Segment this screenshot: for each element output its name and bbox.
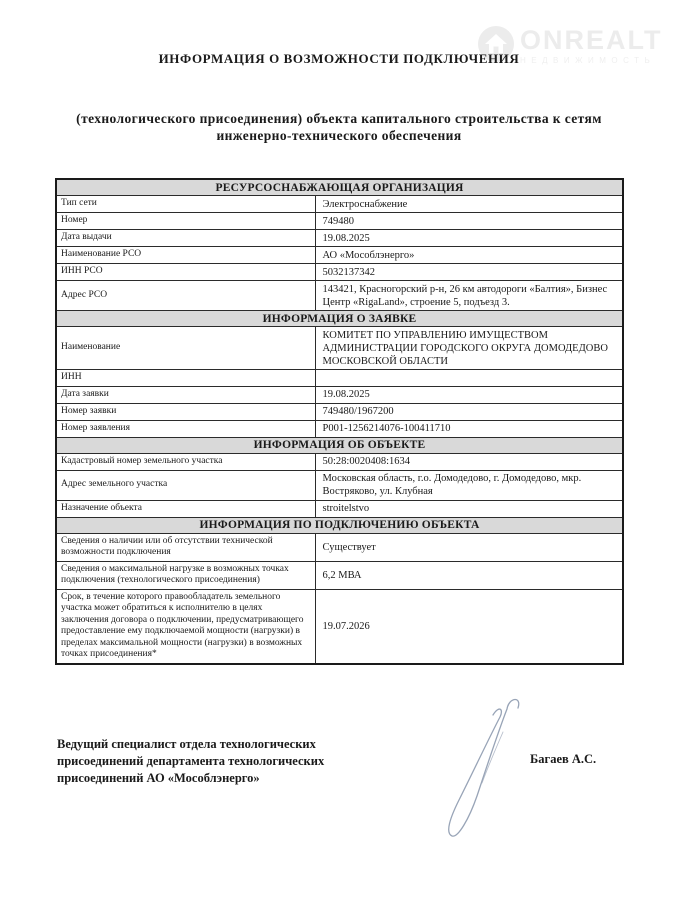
table-row [56, 213, 623, 230]
info-table [55, 178, 624, 665]
table-row [56, 420, 623, 437]
row-value: P001-1256214076-100411710 [315, 420, 623, 437]
row-label: ИНН РСО [56, 264, 315, 281]
table-row [56, 589, 623, 664]
row-label: Дата выдачи [56, 230, 315, 247]
row-value: 143421, Красногорский р-н, 26 км автодороги «Балтия», Бизнес Центр «RigaLand», строение 5, подъезд 3. [315, 281, 623, 311]
row-value: Московская область, г.о. Домодедово, г. Домодедово, мкр. Востряково, ул. Клубная [315, 470, 623, 500]
table-row [56, 533, 623, 561]
row-label: Кадастровый номер земельного участка [56, 453, 315, 470]
row-value: 749480 [315, 213, 623, 230]
row-label: Сведения о наличии или об отсутствии технической возможности подключения [56, 533, 315, 561]
section-header: ИНФОРМАЦИЯ О ЗАЯВКЕ [56, 311, 623, 327]
table-row [56, 370, 623, 387]
row-value: КОМИТЕТ ПО УПРАВЛЕНИЮ ИМУЩЕСТВОМ АДМИНИСТРАЦИИ ГОРОДСКОГО ОКРУГА ДОМОДЕДОВО МОСКОВСКОЙ ОБЛАСТИ [315, 327, 623, 370]
signatory-name: Багаев А.С. [530, 752, 597, 766]
row-label: Сведения о максимальной нагрузке в возможных точках подключения (технологического присоединения) [56, 561, 315, 589]
row-label: Срок, в течение которого правообладатель земельного участка может обратиться к исполнителю в целях заключения договора о подключении, предусматривающего предоставление ему подключаемой мощности (нагрузки) в пределах максимальной мощности (нагрузки) в возможных точках присоединения* [56, 589, 315, 664]
signatory-title: Ведущий специалист отдела технологических присоединений департамента технологических присоединений АО «Мособлэнерго» [57, 737, 325, 785]
row-value: Электроснабжение [315, 196, 623, 213]
document-subtitle: (технологического присоединения) объекта капитального строительства к сетям инженерно-технического обеспечения [76, 111, 602, 143]
row-value: АО «Мособлэнерго» [315, 247, 623, 264]
section-header: ИНФОРМАЦИЯ ОБ ОБЪЕКТЕ [56, 437, 623, 453]
row-value: 19.07.2026 [315, 589, 623, 664]
table-row [56, 327, 623, 370]
row-value: 19.08.2025 [315, 230, 623, 247]
row-label: Номер заявления [56, 420, 315, 437]
signature-scribble [436, 688, 536, 846]
table-row [56, 386, 623, 403]
section-header-row [56, 437, 623, 453]
row-value: Существует [315, 533, 623, 561]
row-value: 6,2 МВА [315, 561, 623, 589]
row-value: stroitelstvo [315, 500, 623, 517]
table-row [56, 230, 623, 247]
document-title: ИНФОРМАЦИЯ О ВОЗМОЖНОСТИ ПОДКЛЮЧЕНИЯ [158, 51, 520, 66]
section-header: ИНФОРМАЦИЯ ПО ПОДКЛЮЧЕНИЮ ОБЪЕКТА [56, 517, 623, 533]
table-row [56, 470, 623, 500]
row-label: Назначение объекта [56, 500, 315, 517]
section-header-row [56, 179, 623, 196]
section-header-row [56, 311, 623, 327]
table-row [56, 561, 623, 589]
row-label: Адрес РСО [56, 281, 315, 311]
section-header: РЕСУРСОСНАБЖАЮЩАЯ ОРГАНИЗАЦИЯ [56, 179, 623, 196]
row-value: 749480/1967200 [315, 403, 623, 420]
table-row [56, 500, 623, 517]
row-label: Номер [56, 213, 315, 230]
row-label: Адрес земельного участка [56, 470, 315, 500]
row-label: Наименование РСО [56, 247, 315, 264]
row-label: ИНН [56, 370, 315, 387]
row-label: Тип сети [56, 196, 315, 213]
row-value: 50:28:0020408:1634 [315, 453, 623, 470]
watermark-tagline-text: НЕДВИЖИМОСТЬ [520, 56, 656, 65]
row-value [315, 370, 623, 387]
table-row [56, 247, 623, 264]
row-label: Номер заявки [56, 403, 315, 420]
table-row [56, 264, 623, 281]
row-label: Дата заявки [56, 386, 315, 403]
table-row [56, 403, 623, 420]
table-row [56, 453, 623, 470]
row-value: 19.08.2025 [315, 386, 623, 403]
table-row [56, 196, 623, 213]
row-label: Наименование [56, 327, 315, 370]
watermark-brand-text: ONREALT [520, 25, 663, 55]
table-row [56, 281, 623, 311]
row-value: 5032137342 [315, 264, 623, 281]
section-header-row [56, 517, 623, 533]
